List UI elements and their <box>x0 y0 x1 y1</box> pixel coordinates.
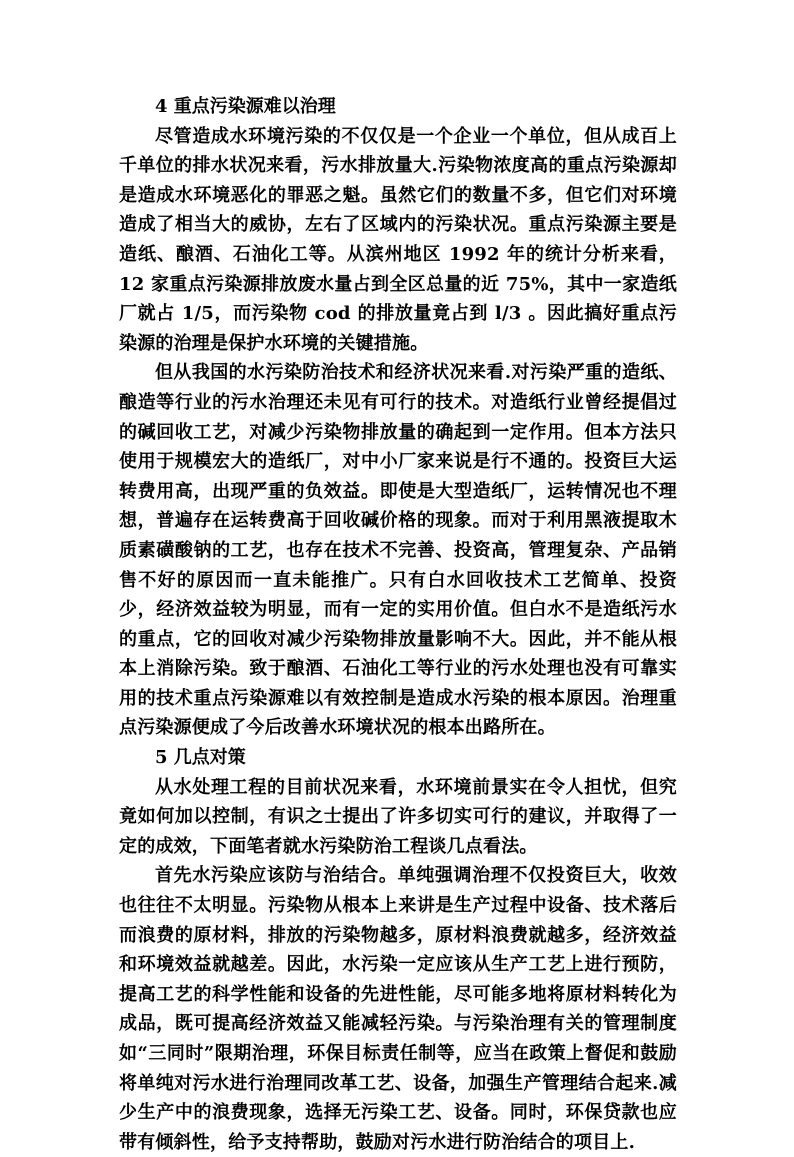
document-page <box>119 92 677 1157</box>
section-5-heading: 5 几点对策 <box>155 747 246 769</box>
section-4-heading: 4 重点污染源难以治理 <box>155 96 336 117</box>
section-5-paragraph-1: 从水处理工程的目前状况来看，水环境前景实在令人担忧，但究竟如何加以控制，有识之士提出了许多切实可行的建议，并取得了一定的成效，下面笔者就水污染防治工程谈几点看法。 <box>119 776 677 857</box>
section-4-paragraph-2: 但从我国的水污染防治技术和经济状况来看.对污染严重的造纸、酿造等行业的污水治理还未见有可行的技术。对造纸行业曾经提倡过的碱回收工艺，对减少污染物排放量的确起到一定作用。但本方法只使用于规模宏大的造纸厂，对中小厂家来说是行不通的。投资巨大运转费用高，出现严重的负效益。即使是大型造纸厂，运转情况也不理想，普遍存在运转费高于回收碱价格的现象。而对于利用黑液提取木质素磺酸钠的工艺，也存在技术不完善、投资高，管理复杂、产品销售不好的原因而一直未能推广。只有白水回收技术工艺简单、投资少，经济效益较为明显，而有一定的实用价值。但白水不是造纸污水的重点，它的回收对减少污染物排放量影响不大。因此，并不能从根本上消除污染。致于酿酒、石油化工等行业的污水处理也没有可靠实用的技术重点污染源难以有效控制是造成水污染的根本原因。治理重点污染源便成了今后改善水环境状况的根本出路所在。 <box>119 362 677 739</box>
section-5-paragraph-2: 首先水污染应该防与治结合。单纯强调治理不仅投资巨大，收效也往往不太明显。污染物从根本上来讲是生产过程中设备、技术落后而浪费的原材料，排放的污染物越多，原材料浪费就越多，经济效益和环境效益就越差。因此，水污染一定应该从生产工艺上进行预防，提高工艺的科学性能和设备的先进性能，尽可能多地将原材料转化为成品，既可提高经济效益又能减轻污染。与污染治理有关的管理制度如“三同时”限期治理，环保目标责任制等，应当在政策上督促和鼓励将单纯对污水进行治理同改革工艺、设备，加强生产管理结合起来.减少生产中的浪费现象，选择无污染工艺、设备。同时，环保贷款也应带有倾斜性，给予支持帮助，鼓励对污水进行防治结合的项目上. <box>119 865 677 1153</box>
section-4-paragraph-1: 尽管造成水环境污染的不仅仅是一个企业一个单位，但从成百上千单位的排水状况来看，污水排放量大.污染物浓度高的重点污染源却是造成水环境恶化的罪恶之魁。虽然它们的数量不多，但它们对环境造成了相当大的威协，左右了区域内的污染状况。重点污染源主要是造纸、酿酒、石油化工等。从滨州地区 1992 年的统计分析来看，12 家重点污染源排放废水量占到全区总量的近 75%，其中一家造纸厂就占 1/5，而污染物 cod 的排放量竟占到 l/3 。因此搞好重点污染源的治理是保护水环境的关键措施。 <box>119 125 677 354</box>
